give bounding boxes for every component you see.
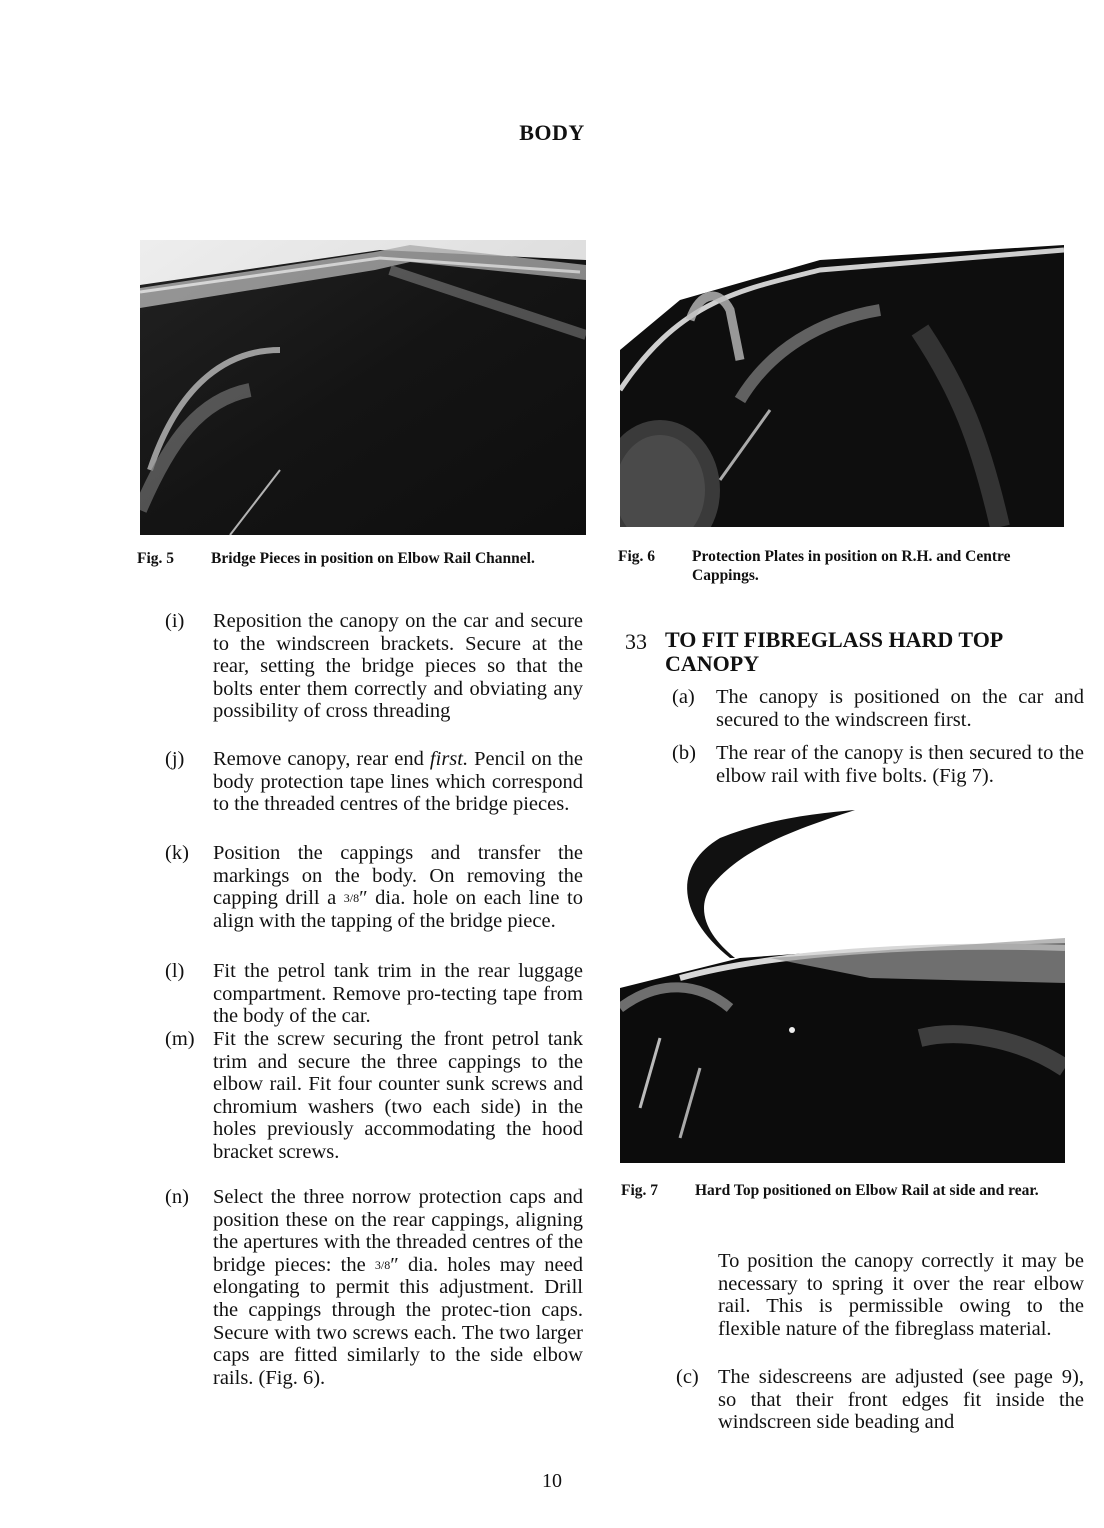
item-text: The rear of the canopy is then secured to the elbow rail with five bolts. (Fig 7).: [716, 742, 1084, 787]
fraction: 3/8: [343, 891, 360, 906]
section-number: 33: [625, 629, 647, 654]
heading-line-2: CANOPY: [665, 651, 760, 676]
item-text: The canopy is positioned on the car and secured to the windscreen first.: [716, 686, 1084, 731]
item-label: (l): [165, 960, 185, 982]
paragraph-text: To position the canopy correctly it may be necessary to spring it over the rear elbow rail. This is permissible owing to the flexible nature of the fibreglass material.: [718, 1250, 1084, 1340]
figure-7-photo: [620, 808, 1065, 1163]
figure-6-photo: [620, 240, 1064, 527]
emphasis-text: first.: [429, 748, 469, 770]
item-text: Fit the screw securing the front petrol tank trim and secure the three cappings to the elbow rail. Fit four counter sunk screws and chromium washers (two each side) in the holes previously accommodating the hood bracket screws.: [213, 1028, 583, 1163]
caption-text: Bridge Pieces in position on Elbow Rail Channel.: [211, 550, 535, 567]
page-number: 10: [542, 1470, 562, 1492]
item-label: (b): [672, 742, 696, 764]
item-label: (c): [676, 1366, 699, 1388]
item-text: Position the cappings and transfer the markings on the body. On removing the capping drill a 3/8″ dia. hole on each line to align with the tapping of the bridge piece.: [213, 842, 584, 932]
right-paragraph: [718, 1250, 1084, 1362]
figure-7-caption: [621, 1181, 1076, 1221]
item-label: (j): [165, 748, 185, 770]
item-label: (k): [165, 842, 189, 864]
caption-text: Hard Top positioned on Elbow Rail at side and rear.: [695, 1182, 1039, 1199]
list-item: [165, 960, 585, 1030]
caption-text: Protection Plates in position on R.H. and Centre Cappings.: [692, 548, 1011, 584]
heading-line-1: TO FIT FIBREGLASS HARD TOP: [665, 627, 1004, 652]
figure-5-photo: [140, 240, 586, 535]
figure-6-caption: [618, 547, 1073, 587]
item-text: Reposition the canopy on the car and secure to the windscreen brackets. Secure at the rear, setting the bridge pieces so that the bolts enter them correctly and obviating any possibility of cross threading: [213, 610, 583, 723]
list-item: [165, 610, 585, 746]
list-item: [672, 742, 1086, 792]
right-item-c: [676, 1366, 1086, 1446]
list-item: [672, 686, 1086, 736]
list-item: [165, 1028, 585, 1188]
item-label: (i): [165, 610, 185, 632]
right-steps: [672, 686, 1086, 796]
list-item: [165, 1186, 585, 1436]
list-item: [165, 842, 585, 956]
section-heading: [625, 628, 1085, 680]
page-title: BODY: [519, 120, 585, 145]
fraction: 3/8: [374, 1257, 391, 1272]
item-text: The sidescreens are adjusted (see page 9), so that their front edges fit inside the windscreen side beading and: [718, 1366, 1084, 1434]
left-column: [165, 610, 585, 1440]
item-label: (n): [165, 1186, 189, 1208]
item-label: (a): [672, 686, 695, 708]
item-text: Select the three norrow protection caps and position these on the rear cappings, aligning the apertures with the threaded centres of the bridge pieces: the 3/8″ dia. holes may need elongating to permit this adjustment. Drill the cappings through the protec-tion caps. Secure with two screws each. The two larger caps are fitted similarly to the side elbow rails. (Fig. 6).: [213, 1186, 583, 1389]
list-item: [165, 748, 585, 840]
figure-label: Fig. 7: [621, 1182, 659, 1199]
figure-5-caption: [137, 549, 587, 589]
item-text: Remove canopy, rear end first. Pencil on the body protection tape lines which correspond to the threaded centres of the bridge pieces.: [213, 748, 583, 816]
item-label: (m): [165, 1028, 195, 1050]
figure-label: Fig. 6: [618, 548, 656, 565]
figure-label: Fig. 5: [137, 550, 175, 567]
item-text: Fit the petrol tank trim in the rear luggage compartment. Remove pro-tecting tape from the body of the car.: [213, 960, 583, 1028]
